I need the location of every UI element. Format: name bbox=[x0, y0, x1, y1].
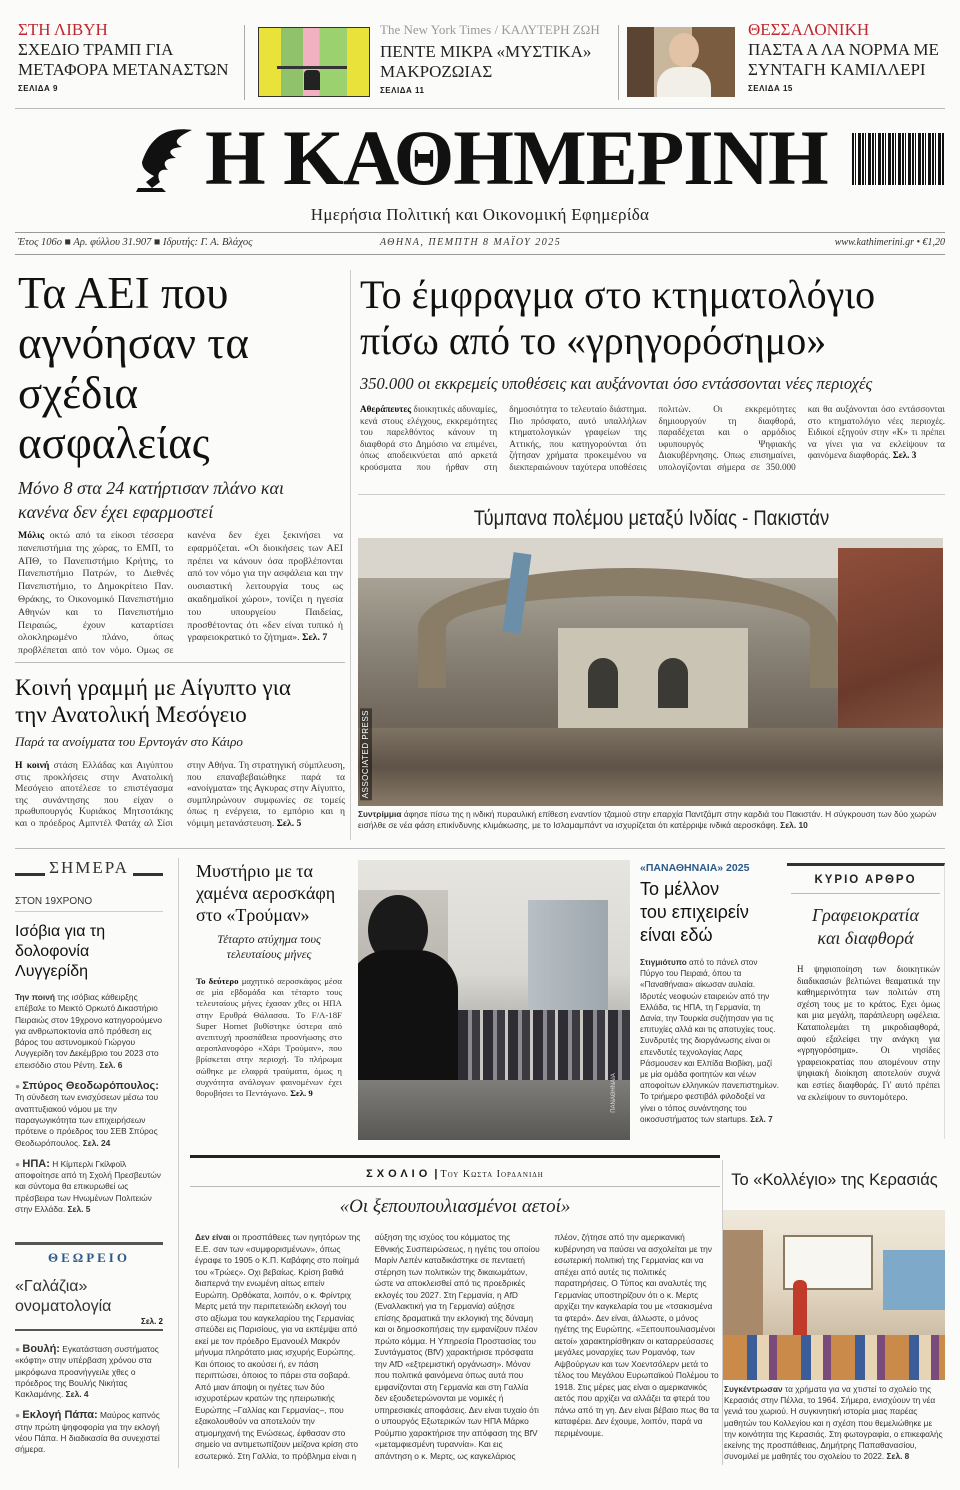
article-body[interactable]: Την ποινή της ισόβιας κάθειρξης επέβαλε το Μεικτό Ορκωτό Δικαστήριο Πειραιώς στον 19χρονο κατηγορούμενο για ανθρωποκτονία από πρόθεση εις βάρος του αστυνομικού Γιώργου Λυγγερίδη τον Δεκέμβριο του 2023 στο επεισόδιο στου Ρέντη. Σελ. 6 bbox=[15, 992, 162, 1070]
comment-header: ΣΧΟΛΙΟ | Του Κωστα Ιορδανιδη bbox=[366, 1168, 544, 1180]
kerasia-caption: Συγκέντρωσαν τα χρήματα για να χτιστεί το σχολείο της Κερασιάς στην Πέλλα, το 1964. Σήμερα, ενισχύουν τη νέα γενιά του χωριού. Η συγκινητική ιστορία μιας παρέας μαθητών του Κολλεγίου και η σχέση που θεμελιώθηκε με την κοινότητα της Κερασιάς. Στη φωτογραφία, ο επικεφαλής εκείνης της προσπάθειας, Δημήτρης Παπαθανασίου, συνομιλεί με μαθητές του σχολείου το 2022. Σελ. 8 bbox=[724, 1384, 943, 1462]
teaser-page: ΣΕΛΙΔΑ 11 bbox=[380, 86, 425, 95]
headline: Το έμφραγμα στο κτηματολόγιο πίσω από το «γρηγορόσημο» bbox=[360, 272, 876, 363]
teaser-page: ΣΕΛΙΔΑ 15 bbox=[748, 84, 793, 93]
article-body: Αθεράπευτες διοικητικές αδυναμίες, κενά στους ελέγχους, εκκρεμότητες του παρελθόντος κάνουν τη διαφθορά στο Δημόσιο να επιμένει, όπως αποδεικνύεται από αρκετά κρούσματα που ήρθαν στη δημοσιότητα το τελευταίο διάστημα. Πιο πρόσφατο, αυτό υπαλλήλων κτηματολογικών γραφείων της Αττικής, που κατηγορούνται ότι ζήτησαν χρήματα προκειμένου να διεκπεραιώνουν ταχύτερα υποθέσεις πολιτών. Οι εκκρεμότητες δημιουργούν τη διαφθορά, παραδέχεται και ο αρμόδιος υφυπουργός Ψηφιακής Διακυβέρνησης. Οπως επισημαίνει, υπολογίζονται σήμερα σε 350.000 και θα αυξάνονται όσο εντάσσονται στο κτηματολόγιο νέες περιοχές. Ειδικοί εξηγούν στην «Κ» τι πρέπει να γίνει για να εκλείψουν τα φαινόμενα διαφθοράς. Σελ. 3 bbox=[360, 404, 945, 472]
photo-caption: Συντρίμμια άφησε πίσω της η ινδική πυραυλική επίθεση εναντίον τζαμιού στην επαρχία Παντζάμπ στην καρδιά του Πακιστάν. Η σύγκρουση των δύο χωρών εισήλθε σε νέα φάση επικίνδυνης κλιμάκωσης, με το Ισλαμαμπάντ να ισχυρίζεται ότι κατέρριψε ινδικά αεροσκάφη. Σελ. 10 bbox=[358, 809, 937, 830]
article-body: Η ψηφιοποίηση των διοικητικών διαδικασιών βελτιώνει θεαματικά την καθημερινότητα των πολιτών στη σχέση τους με το κράτος. Εχει όμως και μια μεγάλη, παράπλευρη ωφέλεια. Καταπολεμάει τη μικροδιαφθορά, αφού εξαλείφει την ανάγκη για «γρηγορόσημα». Οι νησίδες γραφειοκρατίας που απομένουν στην ψηφιακή διοίκηση αποτελούν συχνά και εστίες διαφθοράς. Γι' αυτό πρέπει να εκλείψουν το συντομότερο. bbox=[797, 964, 940, 1102]
subheadline: 350.000 οι εκκρεμείς υποθέσεις και αυξάνονται όσο εντάσσονται νέες περιοχές bbox=[360, 374, 873, 393]
article-body: Στιγμιότυπο από το πάνελ στον Πύργο του Πειραιά, όπου τα «Παναθήναια» αίκωσαν αυλαία. Ιδρυτές νεοφυών εταιρειών από την Ελλάδα, τις ΗΠΑ, τη Γερμανία, τη Δανία, την Τουρκία συζήτησαν για τις επιτυχίες αλλά και τις αποτυχίες τους. Συνδρυτές της διοργάνωσης είναι οι επενδυτές τεχνολογίας Λαρς Ράσμουσεν και Ελπίδα Βιοβίκη, μαζί με μία ομάδα φοιτητών και νέων αποφοίτων ελληνικών πανεπιστημίων. Το τριήμερο φεστιβάλ φιλοδοξεί να γίνει ο τόπος συνάντησης του οικοσυστήματος των startups. Σελ. 7 bbox=[640, 958, 780, 1124]
kerasia-title: Το «Κολλέγιο» της Κερασιάς bbox=[731, 1171, 938, 1189]
teaser-page: ΣΕΛΙΔΑ 9 bbox=[18, 84, 58, 93]
article-panathinaia[interactable] bbox=[640, 862, 780, 1125]
teaser-kicker: ΘΕΣΣΑΛΟΝΙΚΗ bbox=[748, 20, 870, 39]
teaser-libya[interactable] bbox=[18, 20, 250, 93]
teaser-title: ΠΕΝΤΕ ΜΙΚΡΑ «ΜΥΣΤΙΚΑ» ΜΑΚΡΟΖΩΙΑΣ bbox=[380, 42, 592, 81]
barcode bbox=[852, 133, 944, 185]
today-column bbox=[15, 858, 163, 1215]
article-body: Η κοινή στάση Ελλάδας και Αιγύπτου στις προκλήσεις στην Ανατολική Μεσόγειο αποτέλεσε το επιστέγασμα της συνάντησης που είχαν ο πρωθυπουργός Κυριάκος Μητσοτάκης και ο πρόεδρος Αμπντέλ Φατάχ αλ Σίσι στην Αθήνα. Τη στρατηγική σύμπλευση, που επαναβεβαιώθηκε παρά τα «ανοίγματα» της Αγκυρας στην Αίγυπτο, συμπληρώνουν συμφωνίες σε τομείς όπως η ενέργεια, το εμπόριο και η νόμιμη μετανάστευση. Σελ. 5 bbox=[15, 760, 345, 829]
headline: Ισόβια για τη δολοφονία Λυγγερίδη bbox=[15, 923, 106, 980]
photo-credit: ΠΑΝΑΘΗΝΑΙΑ bbox=[610, 1073, 617, 1113]
article-universities[interactable] bbox=[18, 268, 343, 658]
section-header: ΘΕΩΡΕΙΟ bbox=[48, 1250, 130, 1265]
headline: «Γαλάζια» ονοματολογία bbox=[15, 1278, 112, 1315]
photo-story-title: Τύμπανα πολέμου μεταξύ Ινδίας - Πακιστάν bbox=[473, 507, 830, 530]
griffin-logo-icon bbox=[132, 122, 198, 194]
headline: Μυστήριο με τα χαμένα αεροσκάφη στο «Τρούμαν» bbox=[196, 861, 336, 925]
section-label: ΣΧΟΛΙΟ bbox=[366, 1168, 432, 1180]
teaser-title: ΣΧΕΔΙΟ ΤΡΑΜΠ ΓΙΑ ΜΕΤΑΦΟΡΑ ΜΕΤΑΝΑΣΤΩΝ bbox=[18, 40, 229, 79]
teaser-kicker: ΣΤΗ ΛΙΒΥΗ bbox=[18, 20, 108, 39]
photo-credit: ASSOCIATED PRESS bbox=[361, 710, 370, 799]
section-header: ΣΗΜΕΡΑ bbox=[45, 858, 133, 877]
issue-info: Έτος 106ο ■ Αρ. φύλλου 31.907 ■ Ιδρυτής: Γ. Α. Βλάχος bbox=[18, 237, 253, 248]
comment-body: Δεν είναι οι προσπάθειες των ηγητόρων της Ε.Ε. σαν των «συμφορισμένων», όπως έγραφε το 1905 ο Κ.Π. Καβάφης στο ποίημά του «Τρώες». Οχι βεβαίως. Κρίση βαθιά διαπερνά την ενωμένη αίτως ειπείν Ευρώπη. Ορθόκατα, λοιπόν, ο κ. Φρίντριχ Μερτς μετά την περιπετειώδη εκλογή του στο αξίωμα του καγκελαρίου της Γερμανίας σπεύδει εις Παρισίους, για να εκπέμψει από εκεί με τον πρόεδρο Εμανουέλ Μακρόν μήνυμα πληρότατο μιας ισχυρής Ευρώπης. Και όποιος το ακούσει ή, εν πάση περιπτώσει, όποιος το πάρει στα σοβαρά. Από μιαν άποψη οι ηγέτες των δύο ισχυροτέρων κρατών της ηπειρωτικής Ευρώπης –Γαλλίας και Γερμανίας–, που εξακολουθούν να αποτελούν την ατμομηχανή της Ενώσεως, έφθασαν στο σημείο να αντιμετωπίζουν μείζονα κρίση στο εσωτερικό. Στη Γαλλία, το πρόβλημα είναι η αύξηση της ισχύος του κόμματος της Εθνικής Συσπειρώσεως, η ηγέτις του οποίου Μαρίν Λεπέν καταδικάστηκε σε πενταετή στέρηση των πολιτικών της δικαιωμάτων, ώστε να αποκλεισθεί από τις προεδρικές εκλογές του 2027. Στη Γερμανία, η AfD (Εναλλακτική για τη Γερμανία) αύξησε επίσης δραματικά την εκλογική της δύναμη και οι δημοσκοπήσεις την εμφανίζουν πλέον πρώτο κόμμα. Η Υπηρεσία Προστασίας του Συντάγματος (BfV) χαρακτήρισε πρόσφατα την AfD «εξτρεμιστική οργάνωση». Μόνον που πολιτικά φαινόμενα όπως αυτά που εμφανίζονται στη Γερμανία και στη Γαλλία δεν εξουδετερώνονται με νομικές ή υπηρεσιακές αποφάσεις. Δεν είναι τυχαίο ότι ο υπουργός Εξωτερικών των ΗΠΑ Μάρκο Ρούμπιο χαρακτήρισε την απόφαση της BfV «μεταμφιεσμένη τυραννία». Και εις απάντηση ο κ. Μερτς, ως καγκελάριος πλέον, ζήτησε από την αμερικανική κυβέρνηση να παύσει να ασχολείται με την εσωτερική πολιτική της Γερμανίας και να απέχει από αυτές τις πολιτικές παρατηρήσεις. Ο Τύπος και αναλυτές της Γερμανίας υποστηρίζουν ότι ο κ. Μερτς αρχίζει την καγκελαρία του με «τσακισμένα τα φτερά». Δεν είναι, άλλωστε, ο μόνος ηγέτης της Ευρώπης. «Ξεπουπουλιασμένοι αετοί» χαρακτηρίσθηκαν οι καταρρεύσασες μεγάλες μοναρχίες των Ρομανόφ, των Αψβούργων και των Χοεντσόλερν μετά το τέλος του Μεγάλου Ευρωπαϊκού Πολέμου το 1918. Στις μέρες μας είναι ο αμερικανικός αετός που αρχίζει να αλλάζει τα φτερά του πάνω από τη γη. Δεν είναι βέβαιο πως θα τα καταφέρει. Δεν έχουμε, λοιπόν, παρά να περιμένουμε. bbox=[195, 1232, 719, 1461]
masthead-title: Η ΚΑΘΗΜΕΡΙΝΗ bbox=[205, 114, 828, 201]
teaser-nyt[interactable] bbox=[380, 22, 612, 95]
article-truman[interactable] bbox=[196, 860, 342, 1126]
page-ref: Σελ. 7 bbox=[299, 632, 328, 644]
author: Του Κωστα Ιορδανιδη bbox=[440, 1169, 544, 1180]
briefs-bottom bbox=[15, 1344, 163, 1456]
section-header: ΚΥΡΙΟ ΑΡΘΡΟ bbox=[814, 874, 917, 886]
article-body: Το δεύτερο μαχητικό αεροσκάφος μέσα σε μία εβδομάδα και τέταρτο τους τελευταίους μήνες έχασαν χθες οι ΗΠΑ στην Ερυθρά Θάλασσα. Το F/A-18F Super Hornet βυθίστηκε ύστερα από ανεπιτυχή προσπάθεια προσνήωσης στο αεροπλανοφόρο «Χάρι Τρούμαν», που βρίσκεται στην περιοχή. Το πλήρωμα σώθηκε με ελαφρά τραύματα, όμως η συχνότητα ανάλογων φαινομένων έχει θορυβήσει το Πεντάγωνο. Σελ. 9 bbox=[196, 976, 342, 1099]
article-egypt[interactable] bbox=[15, 674, 345, 832]
kicker: ΣΤΟΝ 19ΧΡΟΝΟ bbox=[15, 896, 163, 912]
brief-item[interactable]: ● Εκλογή Πάπα: Μαύρος καπνός στην πρώτη ψηφοφορία για την εκλογή νέου Πάπα. Η διαδικασία θα συνεχιστεί σήμερα. bbox=[15, 1410, 160, 1455]
headline: Το μέλλον του επιχειρείν είναι εδώ bbox=[640, 879, 749, 945]
teaser-title: ΠΑΣΤΑ Α ΛΑ ΝΟΡΜΑ ΜΕ ΣΥΝΤΑΓΗ ΚΑΜΙΛΛΕΡΙ bbox=[748, 40, 939, 79]
bombed-mosque-photo[interactable] bbox=[358, 538, 943, 806]
brief-item[interactable]: ● Βουλή: Εγκατάσταση συστήματος «κόφτη» στην υπέρβαση χρόνου στα μικρόφωνα προανήγγειλε χθες ο πρόεδρος της Βουλής Νικήτας Κακλαμάνης. Σελ. 4 bbox=[15, 1344, 159, 1400]
editorial-box[interactable] bbox=[787, 863, 945, 1139]
headline: Γραφειοκρατία και διαφθορά bbox=[812, 905, 919, 948]
subheadline: Παρά τα ανοίγματα του Ερντογάν στο Κάιρο bbox=[15, 734, 243, 749]
brief-item[interactable]: ● ΗΠΑ: Η Κίμπερλι Γκίλφοϊλ αποφοίτησε από τη Σχολή Πρεσβευτών και σύντομα θα επικυρωθεί ως πρέσβειρα των Ηνωμένων Πολιτειών στην Ελλάδα. Σελ. 5 bbox=[15, 1158, 161, 1215]
teaser-illustration bbox=[258, 27, 370, 97]
subheadline: Μόνο 8 στα 24 κατήρτισαν πλάνο και κανένα δεν έχει εφαρμοστεί bbox=[18, 478, 284, 522]
classroom-photo[interactable] bbox=[723, 1210, 945, 1380]
masthead-subtitle: Ημερήσια Πολιτική και Οικονομική Εφημερίδα bbox=[310, 205, 650, 224]
article-body: Μόλις οκτώ από τα είκοσι τέσσερα πανεπιστήμια της χώρας, το ΕΜΠ, το ΑΠΘ, το Πανεπιστήμιο Κρήτης, το Πανεπιστήμιο Πατρών, το Διεθνές Πανεπιστήμιο, το Δημοκρίτειο Παν. Θράκης, το Οικονομικό Πανεπιστήμιο Αθηνών και το Πανεπιστήμιο Πειραιώς, έχουν καταρτίσει ολοκληρωμένο πλάνο, όπως προβλέπεται από τον νόμο. Ομως σε κανένα δεν έχει ξεκινήσει να εφαρμόζεται. «Οι διοικήσεις των ΑΕΙ πρέπει να κάνουν όσα προβλέπονται από τον νόμο για την ασφάλεια και την ουσιαστική λειτουργία τους ως ακαδημαϊκοί χώροι», τονίζει η ηγεσία του υπουργείου Παιδείας, προσθέτοντας ότι «δεν είναι τυπικό ή γραφειοκρατικό το ζήτημα». Σελ. 7 bbox=[18, 530, 343, 657]
subheadline: Τέταρτο ατύχημα τους τελευταίους μήνες bbox=[217, 932, 321, 961]
issue-date: ΑΘΗΝΑ, ΠΕΜΠΤΗ 8 ΜΑΪΟΥ 2025 bbox=[380, 237, 562, 248]
kicker: «ΠΑΝΑΘΗΝΑΙΑ» 2025 bbox=[640, 862, 750, 874]
teaser-kicker: The New York Times / ΚΑΛΥΤΕΡΗ ΖΩΗ bbox=[380, 22, 600, 37]
teaser-portrait-photo bbox=[627, 27, 735, 97]
teaser-thessaloniki[interactable] bbox=[748, 20, 953, 93]
comment-title: «Οι ξεπουπουλιασμένοι αετοί» bbox=[339, 1196, 571, 1217]
headline: Κοινή γραμμή με Αίγυπτο για την Ανατολική Μεσόγειο bbox=[15, 675, 291, 727]
headline: Τα ΑΕΙ που αγνόησαν τα σχέδια ασφαλείας bbox=[18, 268, 249, 468]
website-price: www.kathimerini.gr • €1,20 bbox=[834, 237, 945, 248]
panel-audience-photo[interactable] bbox=[358, 860, 630, 1140]
brief-item[interactable]: ● Σπύρος Θεοδωρόπουλος: Τη σύνδεση των ενισχύσεων μέσω του αναπτυξιακού νόμου με την παραγωγικότητα των επιχειρήσεων πρότεινε ο πρόεδρος του ΣΕΒ Σπύρος Θεοδωρόπουλος. Σελ. 24 bbox=[15, 1081, 159, 1148]
theoreio-box[interactable] bbox=[15, 1242, 163, 1331]
page-ref: Σελ. 2 bbox=[15, 1317, 163, 1331]
article-cadastre[interactable] bbox=[360, 272, 945, 476]
